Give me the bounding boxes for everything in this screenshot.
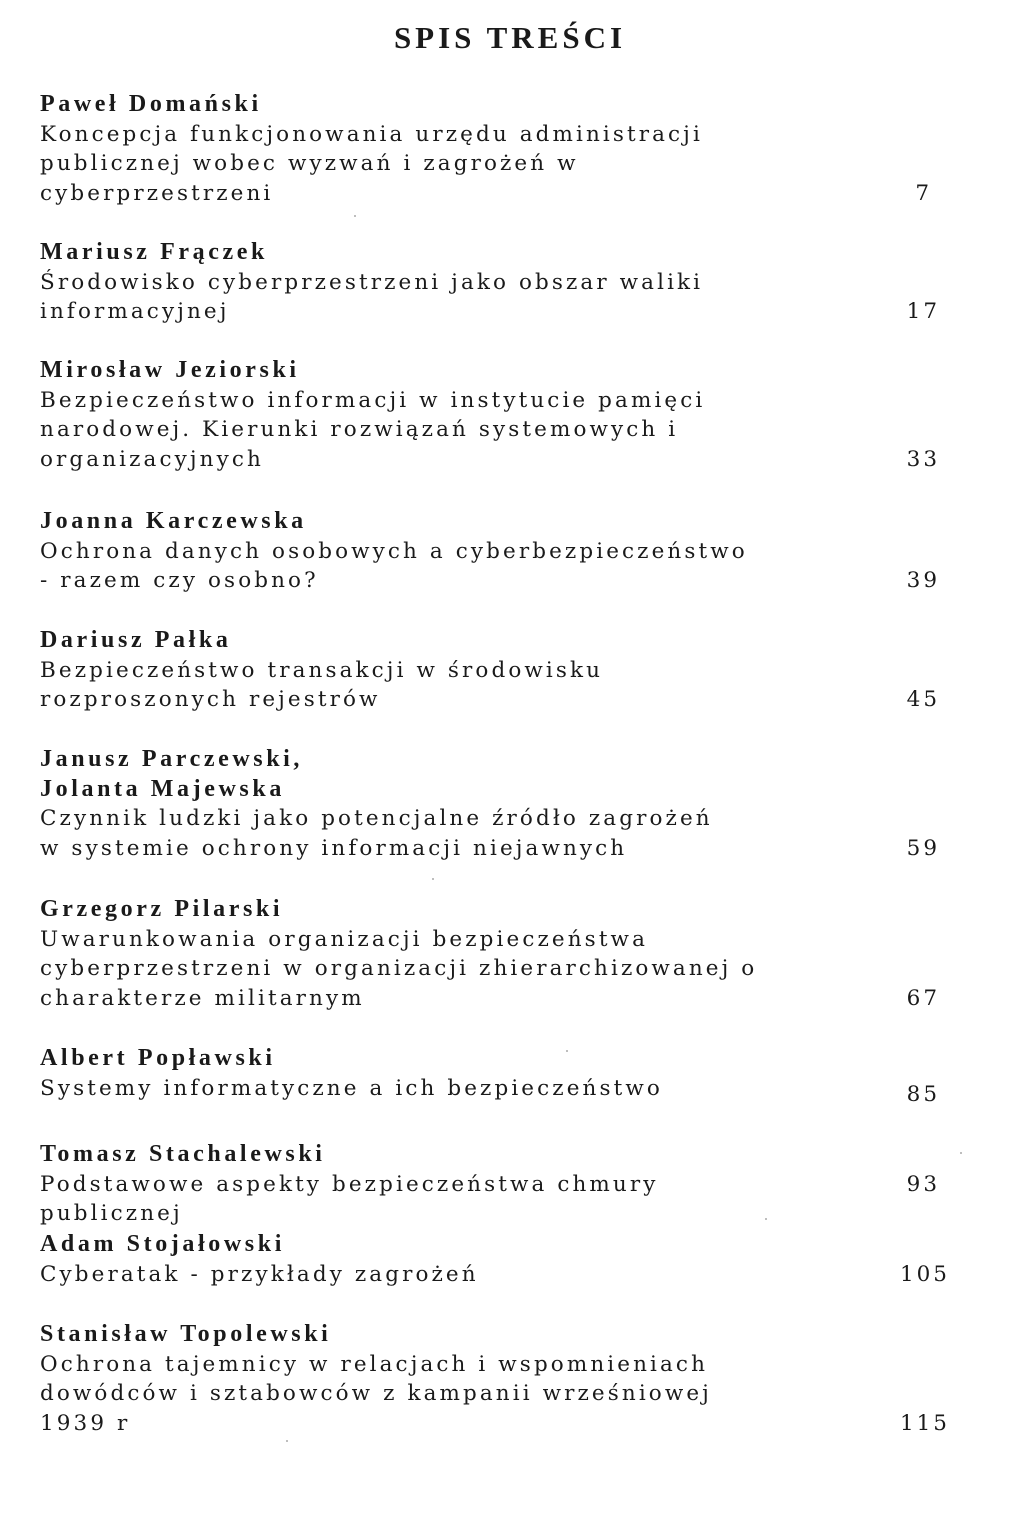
entry-title-line: Ochrona danych osobowych a cyberbezpieczeństwo xyxy=(40,538,748,564)
entry-author: Grzegorz Pilarski xyxy=(40,896,284,922)
entry-title-line: 1939 r 115 xyxy=(40,1409,970,1439)
entry-title-line: Czynnik ludzki jako potencjalne źródło zagrożeń xyxy=(40,806,713,832)
entry-title-line: dowódców i sztabowców z kampanii wrześniowej xyxy=(40,1381,712,1407)
entry-title-line: Bezpieczeństwo informacji w instytucie pamięci xyxy=(40,387,706,413)
toc-entry xyxy=(40,90,970,208)
entry-title-line: Uwarunkowania organizacji bezpieczeństwa xyxy=(40,926,648,952)
toc-entry xyxy=(40,1230,970,1289)
toc-entry xyxy=(40,507,970,596)
toc-entry xyxy=(40,895,970,1013)
entry-title-line: rozproszonych rejestrów 45 xyxy=(40,685,970,715)
entry-page-number: 59 xyxy=(906,835,940,861)
scan-speck xyxy=(960,1152,962,1154)
entry-title-line: Koncepcja funkcjonowania urzędu administracji xyxy=(40,121,703,147)
toc-entry xyxy=(40,1320,970,1438)
entry-author: Mariusz Frączek xyxy=(40,239,268,265)
scan-speck xyxy=(566,1050,568,1052)
entry-page-number: 115 xyxy=(899,1410,950,1436)
entry-page-number: 7 xyxy=(915,180,932,206)
entry-title-line: Bezpieczeństwo transakcji w środowisku xyxy=(40,657,604,683)
entry-title-line: Podstawowe aspekty bezpieczeństwa chmury 93 xyxy=(40,1170,970,1200)
entry-title-line: Ochrona tajemnicy w relacjach i wspomnieniach xyxy=(40,1351,709,1377)
scan-speck xyxy=(432,878,434,880)
entry-page-number: 33 xyxy=(906,446,940,472)
entry-title-line: informacyjnej 17 xyxy=(40,297,970,327)
entry-author: Stanisław Topolewski xyxy=(40,1321,332,1347)
entry-page-number: 85 xyxy=(906,1081,940,1107)
toc-entry xyxy=(40,1140,970,1229)
entry-author: Adam Stojałowski xyxy=(40,1231,285,1257)
scan-speck xyxy=(286,1440,288,1442)
scan-speck xyxy=(354,215,356,217)
entry-page-number: 93 xyxy=(906,1171,940,1197)
entry-author: Paweł Domański xyxy=(40,91,262,117)
entry-author: Jolanta Majewska xyxy=(40,775,285,802)
page-title: SPIS TREŚCI xyxy=(393,20,627,55)
toc-entry xyxy=(40,626,970,715)
entry-title-line: - razem czy osobno? 39 xyxy=(40,566,970,596)
toc-entry xyxy=(40,356,970,474)
entry-title-line: cyberprzestrzeni w organizacji zhierarchizowanej o xyxy=(40,956,758,982)
entry-page-number: 45 xyxy=(906,687,940,713)
entry-author: Tomasz Stachalewski xyxy=(40,1141,326,1167)
entry-title-line: publicznej xyxy=(40,1201,183,1227)
entry-title-line: Systemy informatyczne a ich bezpieczeństwo 85 xyxy=(40,1074,970,1104)
entry-author: Albert Popławski xyxy=(40,1045,276,1071)
toc-entry xyxy=(40,745,970,863)
entry-title-line: cyberprzestrzeni 7 xyxy=(40,179,970,209)
entry-author: Dariusz Pałka xyxy=(40,627,232,653)
entry-title-line: narodowej. Kierunki rozwiązań systemowych i xyxy=(40,417,679,443)
entry-title-line: charakterze militarnym 67 xyxy=(40,984,970,1014)
entry-title-line: Środowisko cyberprzestrzeni jako obszar waliki xyxy=(40,269,704,295)
entry-author: Mirosław Jeziorski xyxy=(40,357,300,383)
toc-entry xyxy=(40,1044,970,1107)
entry-author: Joanna Karczewska xyxy=(40,508,307,534)
entry-title-line: publicznej wobec wyzwań i zagrożeń w xyxy=(40,151,579,177)
entry-title-line: w systemie ochrony informacji niejawnych 59 xyxy=(40,834,970,864)
entry-author: Janusz Parczewski, xyxy=(40,746,304,772)
toc-entry xyxy=(40,238,970,327)
scan-speck xyxy=(765,1218,767,1220)
entry-title-line: organizacyjnych 33 xyxy=(40,445,970,475)
entry-page-number: 67 xyxy=(906,985,940,1011)
entry-page-number: 39 xyxy=(906,568,940,594)
entry-page-number: 105 xyxy=(899,1261,950,1287)
entry-page-number: 17 xyxy=(906,299,940,325)
entry-title-line: Cyberatak - przykłady zagrożeń 105 xyxy=(40,1260,970,1290)
